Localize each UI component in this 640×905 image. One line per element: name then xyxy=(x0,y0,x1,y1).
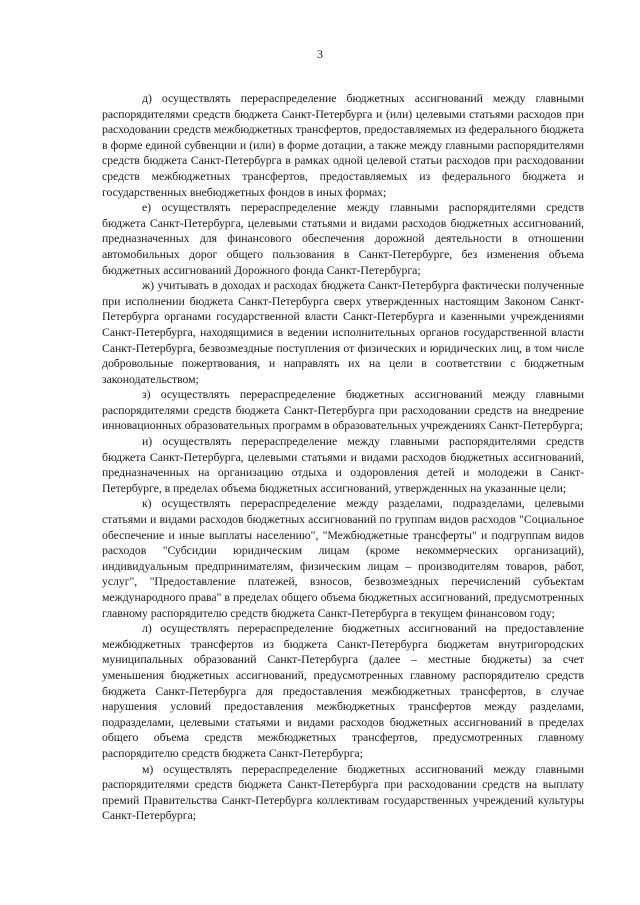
paragraph-e: е) осуществлять перераспределение между главными распорядителями средств бюджета Санкт-Петербурга, целевыми статьями и видами расходов бюджетных ассигнований, предназначенных для финансового обеспечения дорожной деятельности в отношении автомобильных дорог общего пользования в Санкт-Петербурге, без изменения объема бюджетных ассигнований Дорожного фонда Санкт-Петербурга; xyxy=(102,200,584,277)
page-number: 3 xyxy=(317,47,323,61)
paragraph-k: к) осуществлять перераспределение между разделами, подразделами, целевыми статьями и видами расходов бюджетных ассигнований по группам видов расходов "Социальное обеспечение и иные выплаты населению", "Межбюджетные трансферты" и подгруппам видов расходов "Субсидии юридическим лицам (кроме некоммерческих организаций), индивидуальным предпринимателям, физическим лицам – производителям товаров, работ, услуг", "Предоставление платежей, взносов, безвозмездных перечислений субъектам международного права" в пределах общего объема бюджетных ассигнований, предусмотренных главному распорядителю средств бюджета Санкт-Петербурга в текущем финансовом году; xyxy=(102,496,584,620)
paragraph-i: и) осуществлять перераспределение между главными распорядителями средств бюджета Санкт-Петербурга, целевыми статьями и видами расходов бюджетных ассигнований, предназначенных на организацию отдыха и оздоровления детей и молодежи в Санкт-Петербурге, в пределах объема бюджетных ассигнований, утвержденных на указанные цели; xyxy=(102,434,584,495)
paragraph-l: л) осуществлять перераспределение бюджетных ассигнований на предоставление межбюджетных трансфертов из бюджета Санкт-Петербурга бюджетам внутригородских муниципальных образований Санкт-Петербурга (далее – местные бюджеты) за счет уменьшения бюджетных ассигнований, предусмотренных главному распорядителю средств бюджета Санкт-Петербурга для предоставления межбюджетных трансфертов, в случае нарушения условий предоставления межбюджетных трансфертов между разделами, подразделами, целевыми статьями и видами расходов бюджетных ассигнований в пределах общего объема средств межбюджетных трансфертов, предусмотренных главному распорядителю средств бюджета Санкт-Петербурга; xyxy=(102,621,584,760)
paragraph-d: д) осуществлять перераспределение бюджетных ассигнований между главными распорядителями средств бюджета Санкт-Петербурга и (или) целевыми статьями расходов при расходовании средств межбюджетных трансфертов, предоставляемых из федерального бюджета в форме единой субвенции и (или) в форме дотации, а также между главными распорядителями средств бюджета Санкт-Петербурга в рамках одной целевой статьи расходов при расходовании средств межбюджетных трансфертов, предоставляемых из федерального бюджета и государственных внебюджетных фондов в иных формах; xyxy=(102,91,584,199)
paragraph-m: м) осуществлять перераспределение бюджетных ассигнований между главными распорядителями средств бюджета Санкт-Петербурга при расходовании средств на выплату премий Правительства Санкт-Петербурга коллективам государственных учреждений культуры Санкт-Петербурга; xyxy=(102,761,584,823)
document-body xyxy=(102,91,584,824)
paragraph-z: з) осуществлять перераспределение бюджетных ассигнований между главными распорядителями средств бюджета Санкт-Петербурга при расходовании средств на внедрение инновационных образовательных программ в образовательных учреждениях Санкт-Петербурга; xyxy=(102,387,584,433)
paragraph-zh: ж) учитывать в доходах и расходах бюджета Санкт-Петербурга фактически полученные при исполнении бюджета Санкт-Петербурга сверх утвержденных настоящим Законом Санкт-Петербурга органами государственной власти Санкт-Петербурга и казенными учреждениями Санкт-Петербурга, находящимися в ведении исполнительных органов государственной власти Санкт-Петербурга, безвозмездные поступления от физических и юридических лиц, в том числе добровольные пожертвования, и направлять их на цели в соответствии с бюджетным законодательством; xyxy=(102,278,584,386)
